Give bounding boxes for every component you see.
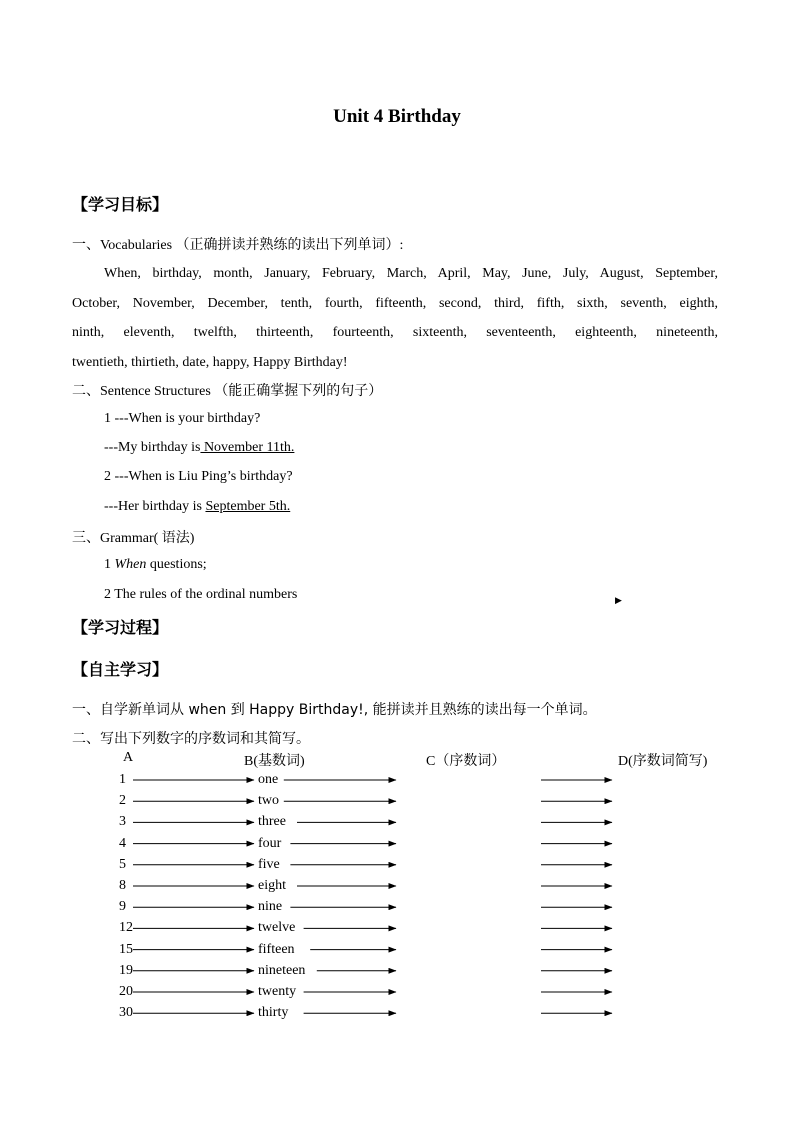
row-number: 2 (119, 793, 126, 809)
page-title: Unit 4 Birthday (333, 106, 461, 127)
row-word: eight (258, 878, 286, 893)
self-study-heading: 【自主学习】 (72, 660, 169, 679)
triangle-marker-icon: ▶ (615, 595, 622, 605)
row-word: fifteen (258, 941, 295, 957)
grammar-item-1-num: 1 (104, 557, 115, 572)
vocab-line: October, November, December, tenth, fourth, fifteenth, second, third, fifth, sixth, seventh, eighth, (72, 295, 718, 311)
row-word: five (258, 856, 280, 872)
answer-2-underlined: September 5th. (205, 499, 291, 514)
objectives-heading: 【学习目标】 (72, 195, 169, 214)
row-number: 4 (119, 835, 126, 851)
row-word: thirty (258, 1005, 289, 1021)
row-word: nine (258, 899, 283, 915)
answer-1-underlined: November 11th. (200, 440, 295, 455)
vocab-label: 一、Vocabularies （正确拼读并熟练的读出下列单词）: (72, 238, 404, 253)
row-number: 12 (119, 920, 133, 936)
task-2: 二、写出下列数字的序数词和其简写。 (72, 731, 310, 747)
row-word: one (258, 772, 279, 787)
row-word: two (258, 793, 279, 809)
grammar-label: 三、Grammar( 语法) (72, 531, 195, 546)
row-number: 15 (119, 941, 133, 957)
answer-1-prefix: ---My birthday is (104, 440, 201, 455)
row-word: nineteen (258, 962, 306, 978)
row-number: 3 (119, 814, 126, 830)
grammar-item-1-italic: When (114, 557, 147, 572)
answer-2-prefix: ---Her birthday is (104, 499, 206, 514)
row-number: 9 (119, 899, 126, 915)
row-number: 5 (119, 856, 126, 872)
vocab-line: twentieth, thirtieth, date, happy, Happy Birthday! (72, 354, 348, 370)
column-b-header: B(基数词) (244, 754, 305, 769)
row-word: three (258, 814, 286, 830)
column-c-header: C（序数词） (426, 754, 506, 769)
row-number: 1 (119, 772, 126, 787)
row-number: 19 (119, 962, 133, 978)
grammar-item-2: 2 The rules of the ordinal numbers (104, 587, 298, 602)
row-number: 8 (119, 878, 126, 893)
task-1: 一、自学新单词从 when 到 Happy Birthday!, 能拼读并且熟练的读出每一个单词。 (72, 702, 597, 718)
row-word: four (258, 835, 282, 851)
question-2: 2 ---When is Liu Ping’s birthday? (104, 469, 293, 484)
row-word: twelve (258, 920, 296, 936)
row-number: 20 (119, 984, 133, 999)
row-number: 30 (119, 1005, 133, 1021)
row-word: twenty (258, 984, 297, 999)
column-a-header: A (123, 750, 134, 765)
vocab-line: When, birthday, month, January, February, March, April, May, June, July, August, September, (104, 266, 718, 281)
grammar-item-1-rest: questions; (146, 557, 207, 572)
process-heading: 【学习过程】 (72, 618, 169, 637)
vocab-line: ninth, eleventh, twelfth, thirteenth, fourteenth, sixteenth, seventeenth, eighteenth, nineteenth, (72, 325, 718, 341)
question-1: 1 ---When is your birthday? (104, 411, 261, 426)
column-d-header: D(序数词简写) (618, 754, 708, 769)
sentences-label: 二、Sentence Structures （能正确掌握下列的句子） (72, 384, 383, 399)
